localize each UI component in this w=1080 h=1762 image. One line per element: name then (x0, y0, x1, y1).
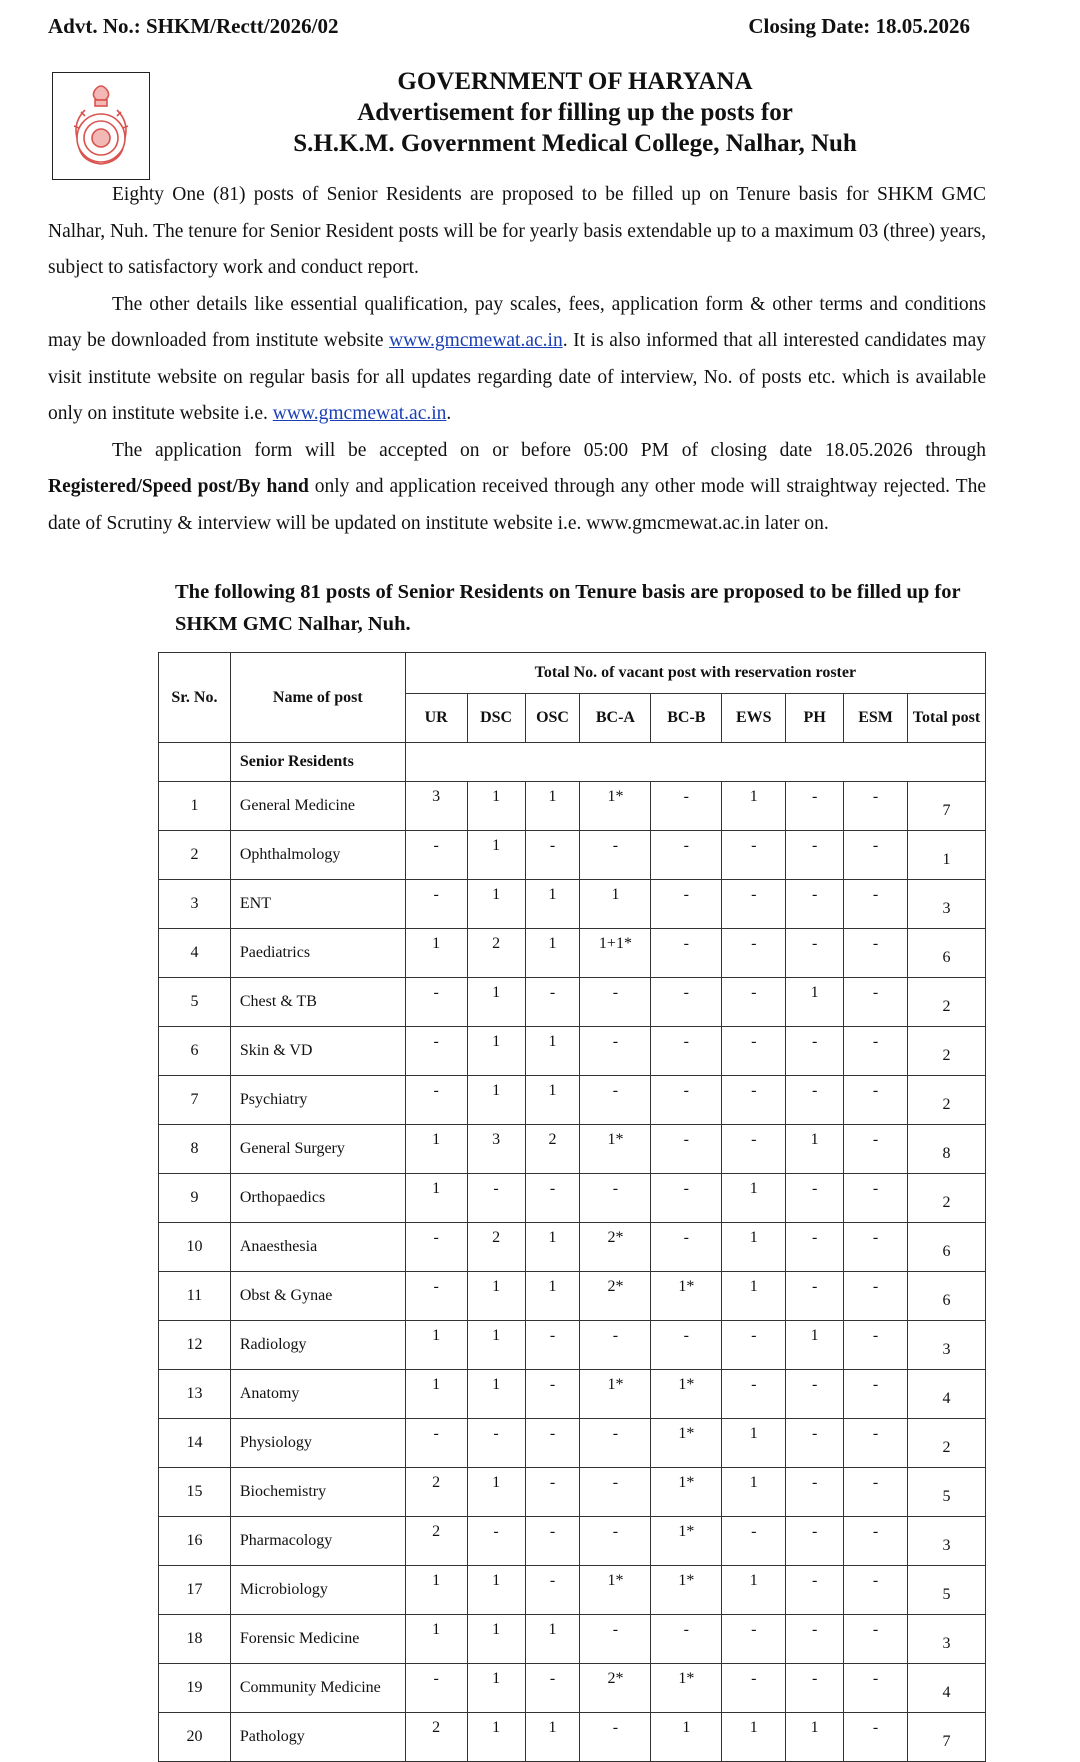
category-cell: 1 (525, 1713, 580, 1762)
category-cell: 1 (786, 1125, 844, 1174)
category-cell: - (844, 880, 908, 929)
category-cell: - (844, 1419, 908, 1468)
category-cell: - (786, 880, 844, 929)
submission-modes: Registered/Speed post/By hand (48, 476, 309, 497)
post-name-cell: Biochemistry (230, 1468, 405, 1517)
sr-no-cell: 8 (159, 1125, 231, 1174)
emblem-icon (65, 80, 137, 172)
category-header-osc: OSC (525, 694, 580, 743)
category-cell: 1 (525, 1076, 580, 1125)
category-cell: 1 (405, 1174, 467, 1223)
table-row (159, 1076, 986, 1125)
category-cell: 1 (405, 1321, 467, 1370)
total-post-header: Total post (908, 694, 986, 743)
category-cell: - (580, 1713, 651, 1762)
sr-no-cell: 10 (159, 1223, 231, 1272)
category-cell: - (467, 1419, 525, 1468)
category-cell: 1* (651, 1272, 722, 1321)
category-cell: - (580, 1321, 651, 1370)
category-cell: 1 (651, 1713, 722, 1762)
category-cell: - (786, 1419, 844, 1468)
category-cell: - (844, 1272, 908, 1321)
category-cell: 1 (467, 1615, 525, 1664)
category-cell: - (844, 1713, 908, 1762)
category-cell: 1 (405, 1615, 467, 1664)
total-cell: 6 (908, 1223, 986, 1272)
table-row (159, 1223, 986, 1272)
table-row (159, 880, 986, 929)
category-cell: 1 (722, 1174, 786, 1223)
category-cell: 1 (786, 978, 844, 1027)
category-cell: - (722, 1027, 786, 1076)
table-row (159, 1713, 986, 1762)
category-cell: 1 (525, 1223, 580, 1272)
category-cell: - (844, 1076, 908, 1125)
category-cell: - (651, 831, 722, 880)
sr-no-cell: 18 (159, 1615, 231, 1664)
post-name-cell: Paediatrics (230, 929, 405, 978)
category-cell: - (651, 1174, 722, 1223)
category-cell: - (844, 1223, 908, 1272)
total-cell: 5 (908, 1566, 986, 1615)
total-cell: 2 (908, 1174, 986, 1223)
category-cell: 1 (467, 1321, 525, 1370)
post-name-cell: Orthopaedics (230, 1174, 405, 1223)
subheading-blank (159, 743, 231, 782)
sr-no-cell: 9 (159, 1174, 231, 1223)
post-name-cell: Anatomy (230, 1370, 405, 1419)
category-cell: 1 (722, 1566, 786, 1615)
category-cell: - (786, 1174, 844, 1223)
category-cell: 1 (786, 1713, 844, 1762)
category-cell: - (786, 1615, 844, 1664)
sr-no-cell: 4 (159, 929, 231, 978)
category-cell: - (651, 782, 722, 831)
post-name-cell: General Surgery (230, 1125, 405, 1174)
category-cell: 1 (467, 1370, 525, 1419)
sr-no-header: Sr. No. (159, 653, 231, 743)
total-cell: 3 (908, 1615, 986, 1664)
category-cell: - (786, 782, 844, 831)
table-row (159, 1419, 986, 1468)
category-cell: 1 (467, 1076, 525, 1125)
category-cell: - (580, 1076, 651, 1125)
sr-no-cell: 11 (159, 1272, 231, 1321)
category-cell: - (651, 1125, 722, 1174)
category-cell: 1* (580, 1370, 651, 1419)
category-cell: 1 (467, 831, 525, 880)
table-row (159, 978, 986, 1027)
category-cell: 1 (405, 929, 467, 978)
category-header-bca: BC-A (580, 694, 651, 743)
category-header-ph: PH (786, 694, 844, 743)
category-cell: - (844, 1321, 908, 1370)
total-cell: 4 (908, 1370, 986, 1419)
category-cell: 1 (580, 880, 651, 929)
category-cell: - (844, 1174, 908, 1223)
category-header-ur: UR (405, 694, 467, 743)
reservation-group-header: Total No. of vacant post with reservation roster (405, 653, 985, 694)
category-cell: - (722, 929, 786, 978)
table-row (159, 1517, 986, 1566)
table-row (159, 1468, 986, 1517)
category-header-ews: EWS (722, 694, 786, 743)
sr-no-cell: 7 (159, 1076, 231, 1125)
category-cell: 1 (467, 1664, 525, 1713)
total-cell: 2 (908, 1076, 986, 1125)
table-row (159, 1125, 986, 1174)
category-cell: - (722, 1517, 786, 1566)
category-cell: - (651, 978, 722, 1027)
category-cell: - (405, 1027, 467, 1076)
category-cell: 1* (580, 1566, 651, 1615)
category-cell: 1* (580, 782, 651, 831)
category-cell: - (722, 831, 786, 880)
post-name-cell: Physiology (230, 1419, 405, 1468)
category-cell: - (525, 1664, 580, 1713)
category-cell: - (844, 1027, 908, 1076)
category-cell: - (786, 1370, 844, 1419)
category-cell: 2 (467, 929, 525, 978)
paragraph-3-text-b: only and application received through any other mode will straightway rejected. The date of Scrutiny & interview will be updated on institute website i.e. www.gmcmewat.ac.in later on. (48, 476, 986, 534)
category-cell: - (405, 1223, 467, 1272)
category-cell: 1 (467, 1566, 525, 1615)
total-cell: 8 (908, 1125, 986, 1174)
category-cell: 1 (722, 1272, 786, 1321)
category-cell: 1 (722, 1223, 786, 1272)
category-cell: 2 (525, 1125, 580, 1174)
sr-no-cell: 20 (159, 1713, 231, 1762)
category-cell: - (651, 1027, 722, 1076)
category-cell: - (786, 1517, 844, 1566)
vacancy-table (158, 652, 986, 1762)
post-name-cell: General Medicine (230, 782, 405, 831)
category-cell: - (786, 1566, 844, 1615)
category-cell: 1* (651, 1468, 722, 1517)
table-title: The following 81 posts of Senior Residents on Tenure basis are proposed to be filled up for SHKM GMC Nalhar, Nuh. (175, 581, 961, 635)
category-cell: - (580, 1174, 651, 1223)
category-cell: - (722, 1370, 786, 1419)
category-cell: - (405, 1419, 467, 1468)
table-row (159, 1615, 986, 1664)
sr-no-cell: 19 (159, 1664, 231, 1713)
paragraph-2-text-b: . It is also informed that all interested candidates may visit institute website on regular basis for all updates regarding date of interview, No. of posts etc. which is available only on institute website i.e. (48, 330, 986, 424)
category-cell: - (580, 1027, 651, 1076)
category-cell: - (525, 1419, 580, 1468)
table-row (159, 1027, 986, 1076)
sr-no-cell: 3 (159, 880, 231, 929)
category-cell: - (786, 1076, 844, 1125)
total-cell: 6 (908, 929, 986, 978)
category-cell: 2 (467, 1223, 525, 1272)
category-cell: - (786, 1223, 844, 1272)
category-cell: - (525, 1174, 580, 1223)
sr-no-cell: 1 (159, 782, 231, 831)
sr-no-cell: 17 (159, 1566, 231, 1615)
sr-no-cell: 16 (159, 1517, 231, 1566)
table-row (159, 929, 986, 978)
category-cell: - (651, 1321, 722, 1370)
table-row (159, 1272, 986, 1321)
total-cell: 7 (908, 1713, 986, 1762)
total-cell: 3 (908, 1321, 986, 1370)
total-cell: 2 (908, 978, 986, 1027)
advertisement-body (48, 177, 986, 542)
total-cell: 7 (908, 782, 986, 831)
category-header-dsc: DSC (467, 694, 525, 743)
table-row (159, 831, 986, 880)
category-cell: - (651, 1076, 722, 1125)
category-cell: - (580, 831, 651, 880)
sr-no-cell: 14 (159, 1419, 231, 1468)
post-name-cell: Microbiology (230, 1566, 405, 1615)
category-cell: - (722, 1321, 786, 1370)
post-name-cell: Chest & TB (230, 978, 405, 1027)
category-cell: - (844, 1125, 908, 1174)
category-cell: - (405, 1272, 467, 1321)
category-cell: - (580, 1517, 651, 1566)
category-cell: 1 (722, 1713, 786, 1762)
sr-no-cell: 5 (159, 978, 231, 1027)
post-name-cell: Anaesthesia (230, 1223, 405, 1272)
category-cell: - (844, 1370, 908, 1419)
table-row (159, 782, 986, 831)
table-row (159, 1370, 986, 1419)
category-cell: - (722, 1615, 786, 1664)
category-cell: - (844, 1468, 908, 1517)
post-name-cell: Pathology (230, 1713, 405, 1762)
category-cell: - (844, 1517, 908, 1566)
post-name-cell: Skin & VD (230, 1027, 405, 1076)
total-cell: 1 (908, 831, 986, 880)
category-cell: 1 (467, 978, 525, 1027)
category-cell: - (580, 1615, 651, 1664)
total-cell: 3 (908, 880, 986, 929)
category-cell: - (405, 1664, 467, 1713)
category-cell: - (844, 831, 908, 880)
category-cell: - (651, 1223, 722, 1272)
sr-no-cell: 13 (159, 1370, 231, 1419)
category-cell: 1 (525, 782, 580, 831)
category-cell: 1* (651, 1419, 722, 1468)
website-link-1[interactable]: www.gmcmewat.ac.in (389, 330, 563, 351)
post-name-cell: Radiology (230, 1321, 405, 1370)
category-cell: - (722, 1664, 786, 1713)
post-name-cell: Pharmacology (230, 1517, 405, 1566)
category-cell: 1 (525, 880, 580, 929)
post-name-header: Name of post (230, 653, 405, 743)
category-cell: 1 (722, 1468, 786, 1517)
category-cell: - (525, 1566, 580, 1615)
table-row (159, 1566, 986, 1615)
category-cell: 1 (525, 1027, 580, 1076)
total-cell: 6 (908, 1272, 986, 1321)
table-row (159, 1321, 986, 1370)
heading-line-2: Advertisement for filling up the posts for (357, 99, 793, 126)
category-cell: 1* (580, 1125, 651, 1174)
total-cell: 3 (908, 1517, 986, 1566)
post-name-cell: Ophthalmology (230, 831, 405, 880)
category-cell: 2 (405, 1468, 467, 1517)
total-cell: 2 (908, 1027, 986, 1076)
category-cell: 1 (467, 880, 525, 929)
category-cell: - (525, 831, 580, 880)
post-name-cell: ENT (230, 880, 405, 929)
subheading-senior-residents: Senior Residents (230, 743, 405, 782)
category-cell: 1* (651, 1664, 722, 1713)
category-header-bcb: BC-B (651, 694, 722, 743)
category-cell: 1 (525, 1615, 580, 1664)
category-cell: 1 (405, 1370, 467, 1419)
category-cell: - (467, 1174, 525, 1223)
category-cell: 3 (467, 1125, 525, 1174)
category-cell: - (844, 1566, 908, 1615)
total-cell: 2 (908, 1419, 986, 1468)
category-cell: 2* (580, 1664, 651, 1713)
category-cell: - (651, 929, 722, 978)
category-cell: 1 (467, 1468, 525, 1517)
paragraph-2 (48, 287, 986, 433)
category-cell: - (844, 978, 908, 1027)
category-cell: - (405, 1076, 467, 1125)
category-cell: - (722, 880, 786, 929)
total-cell: 5 (908, 1468, 986, 1517)
paragraph-1: Eighty One (81) posts of Senior Residents are proposed to be filled up on Tenure basis for SHKM GMC Nalhar, Nuh. The tenure for Senior Resident posts will be for yearly basis extendable up to a maximum 03 (three) years, subject to satisfactory work and conduct report. (48, 184, 986, 278)
category-cell: 1 (722, 782, 786, 831)
subheading-blank-span (405, 743, 985, 782)
website-link-2[interactable]: www.gmcmewat.ac.in (272, 403, 447, 424)
header-bar (48, 14, 970, 39)
category-cell: - (786, 1468, 844, 1517)
category-cell: - (786, 1272, 844, 1321)
table-row (159, 1664, 986, 1713)
category-cell: 1 (467, 1272, 525, 1321)
category-cell: - (525, 1321, 580, 1370)
category-cell: - (580, 1468, 651, 1517)
category-cell: - (786, 929, 844, 978)
sr-no-cell: 2 (159, 831, 231, 880)
paragraph-2-text-a: The other details like essential qualification, pay scales, fees, application form & other terms and conditions may be downloaded from institute website (48, 293, 986, 351)
category-cell: - (786, 1027, 844, 1076)
category-cell: - (580, 1419, 651, 1468)
category-cell: 1 (467, 1713, 525, 1762)
category-cell: - (525, 1370, 580, 1419)
category-cell: - (525, 978, 580, 1027)
closing-date: Closing Date: 18.05.2026 (748, 14, 970, 38)
category-cell: - (722, 1125, 786, 1174)
category-cell: 1* (651, 1517, 722, 1566)
document-heading (150, 66, 1000, 159)
heading-line-1: GOVERNMENT OF HARYANA (397, 68, 753, 95)
category-cell: - (525, 1517, 580, 1566)
category-cell: - (580, 978, 651, 1027)
post-name-cell: Forensic Medicine (230, 1615, 405, 1664)
category-cell: 1 (467, 782, 525, 831)
category-cell: 1 (405, 1566, 467, 1615)
category-cell: 1+1* (580, 929, 651, 978)
category-cell: 1* (651, 1370, 722, 1419)
category-cell: - (844, 1615, 908, 1664)
haryana-emblem-logo (52, 72, 150, 180)
category-header-esm: ESM (844, 694, 908, 743)
category-cell: 1* (651, 1566, 722, 1615)
table-row (159, 1174, 986, 1223)
category-cell: - (722, 1076, 786, 1125)
category-cell: 1 (786, 1321, 844, 1370)
category-cell: 2 (405, 1713, 467, 1762)
category-cell: 1 (467, 1027, 525, 1076)
post-name-cell: Psychiatry (230, 1076, 405, 1125)
category-cell: - (844, 782, 908, 831)
category-cell: 1 (525, 929, 580, 978)
category-cell: - (405, 978, 467, 1027)
post-name-cell: Obst & Gynae (230, 1272, 405, 1321)
category-cell: 2 (405, 1517, 467, 1566)
category-cell: - (525, 1468, 580, 1517)
category-cell: - (786, 1664, 844, 1713)
category-cell: 1 (525, 1272, 580, 1321)
total-cell: 4 (908, 1664, 986, 1713)
category-cell: - (651, 1615, 722, 1664)
category-cell: - (722, 978, 786, 1027)
paragraph-2-text-c: . (446, 403, 452, 424)
category-cell: - (467, 1517, 525, 1566)
category-cell: 1 (405, 1125, 467, 1174)
sr-no-cell: 15 (159, 1468, 231, 1517)
sr-no-cell: 12 (159, 1321, 231, 1370)
category-cell: - (405, 880, 467, 929)
heading-line-3: S.H.K.M. Government Medical College, Nalhar, Nuh (293, 130, 857, 157)
category-cell: - (405, 831, 467, 880)
category-cell: 2* (580, 1272, 651, 1321)
paragraph-3-text-a: The application form will be accepted on or before 05:00 PM of closing date 18.05.2026 through (112, 439, 986, 461)
post-name-cell: Community Medicine (230, 1664, 405, 1713)
category-cell: - (786, 831, 844, 880)
category-cell: - (844, 929, 908, 978)
category-cell: - (651, 880, 722, 929)
advt-number: Advt. No.: SHKM/Rectt/2026/02 (48, 14, 339, 38)
category-cell: 2* (580, 1223, 651, 1272)
category-cell: 3 (405, 782, 467, 831)
sr-no-cell: 6 (159, 1027, 231, 1076)
category-cell: 1 (722, 1419, 786, 1468)
paragraph-3 (48, 433, 986, 543)
category-cell: - (844, 1664, 908, 1713)
